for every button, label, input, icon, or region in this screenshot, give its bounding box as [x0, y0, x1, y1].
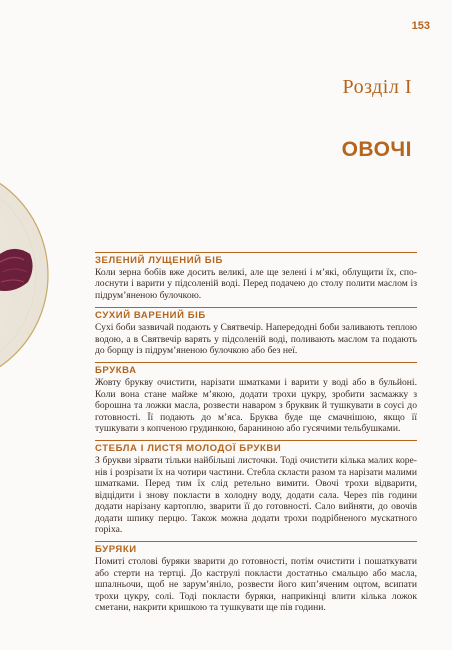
recipe-section [95, 362, 417, 434]
recipe-section [95, 307, 417, 356]
recipe-text: З брукви зірвати тільки найбільші листочки. Тоді очистити кілька малих коренів і розрізати їх на чотири частини. Стебла скласти разом та нарізати малими шматками. Перед тим їх слід ретельно вимити. Овочі трохи відварити, відцідити і знову покласти в холодну воду, додати сала. Через пів години додати нарізану картоплю, зварити її до готовності. Сало вийняти, до овочів додати шпику перцю. Також можна додати трохи подрібненого мускатного горіха. [95, 455, 417, 535]
recipe-section [95, 541, 417, 613]
page-number: 153 [411, 20, 430, 32]
plate-with-beetroot-image [0, 150, 80, 390]
recipe-title: БУРЯКИ [95, 541, 417, 555]
recipe-title: СУХИЙ ВАРЕНИЙ БІБ [95, 307, 417, 321]
recipe-section [95, 252, 417, 301]
recipe-title: БРУКВА [95, 362, 417, 376]
recipe-title: СТЕБЛА І ЛИСТЯ МОЛОДОЇ БРУКВИ [95, 440, 417, 454]
recipe-list [95, 252, 417, 619]
plate-photo [0, 150, 80, 390]
section-label: Розділ I [342, 76, 412, 98]
recipe-text: Жовту брукву очистити, нарізати шматками і варити у воді або в бульйоні. Коли вона стане майже м’якою, додати трохи цукру, зробити засмажку з борошна та ложки масла, розвести наваром з бруквик й тушкувати в соусі до готовності. Її подають до м’яса. Бруква буде ще смачнішою, якщо її тушкувати з копченою грудинкою, бараниною або гусячими тельбушками. [95, 377, 417, 435]
recipe-title: ЗЕЛЕНИЙ ЛУЩЕНИЙ БІБ [95, 252, 417, 266]
chapter-title: ОВОЧІ [341, 138, 412, 161]
recipe-section [95, 440, 417, 535]
recipe-text: Сухі боби зазвичай подають у Святвечір. Напередодні боби заливають теплою водою, а в Святвечір варять у підсоленій воді, поливають маслом та подають до борщу із підрум’яненою булочкою або без неї. [95, 322, 417, 357]
recipe-text: Коли зерна бобів вже досить великі, але ще зелені і м’які, облущити їх, сполоснути і варити у підсоленій воді. Перед подачею до столу полити маслом із підрум’яненою булочкою. [95, 267, 417, 301]
recipe-text: Помиті столові буряки зварити до готовності, потім очистити і пошаткувати або стерти на тертці. До каструлі покласти достатньо смальцю або масла, шпалньочи, щоб не зарум’яніло, розвести його кип’яченим оцтом, всипати трохи цукру, солі. Тоді покласти буряки, наприкінці влити кілька ложок сметани, накрити кришкою та тушкувати ще пів години. [95, 556, 417, 613]
